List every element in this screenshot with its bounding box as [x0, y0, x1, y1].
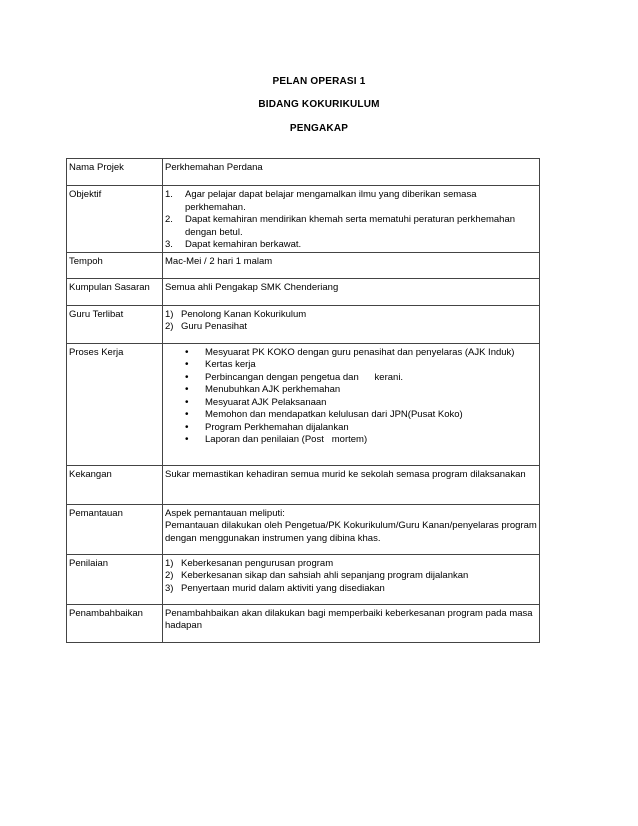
- table-row: [67, 252, 540, 278]
- list-number: 1): [165, 308, 174, 320]
- list-number: 2): [165, 570, 174, 581]
- row-label: Pemantauan: [67, 504, 163, 554]
- row-label: Proses Kerja: [67, 343, 163, 465]
- table-row: [67, 305, 540, 343]
- bullet-icon: •: [185, 421, 189, 433]
- row-value: Penambahbaikan akan dilakukan bagi memperbaiki keberkesanan program pada masa hadapan: [163, 604, 540, 642]
- list-number: 2): [165, 321, 174, 332]
- list-item: [165, 239, 537, 252]
- list-text: Program Perkhemahan dijalankan: [205, 421, 349, 433]
- operation-plan-table: [66, 158, 540, 643]
- row-label: Kekangan: [67, 465, 163, 504]
- list-number: 3): [165, 582, 174, 594]
- bullet-icon: •: [185, 371, 189, 383]
- list-text: Perbincangan dengan pengetua dan kerani.: [205, 371, 404, 383]
- row-label: Tempoh: [67, 252, 163, 278]
- list-text: Mesyuarat AJK Pelaksanaan: [205, 396, 327, 408]
- process-list: [165, 347, 537, 447]
- list-item: [185, 384, 537, 397]
- list-text: Keberkesanan pengurusan program: [181, 557, 334, 569]
- document-subtitle: BIDANG KOKURIKULUM: [258, 99, 380, 110]
- list-item: [185, 347, 537, 360]
- bullet-icon: •: [185, 409, 189, 420]
- document-title: PELAN OPERASI 1: [272, 76, 366, 87]
- objective-list: [165, 189, 537, 252]
- monitoring-cell: [163, 504, 540, 554]
- list-text: Dapat kemahiran mendirikan khemah serta mematuhi peraturan perkhemahan dengan betul.: [185, 214, 516, 238]
- list-item: [165, 583, 537, 596]
- list-text: Penyertaan murid dalam aktiviti yang disediakan: [181, 582, 385, 594]
- bullet-icon: •: [185, 359, 189, 370]
- process-list-cell: [163, 343, 540, 465]
- table-row: [67, 278, 540, 305]
- list-text: Penolong Kanan Kokurikulum: [181, 308, 307, 320]
- list-text: Memohon dan mendapatkan kelulusan dari JPN(Pusat Koko): [205, 409, 463, 420]
- list-text: Dapat kemahiran berkawat.: [185, 239, 302, 250]
- table-row: [67, 159, 540, 186]
- evaluation-list: [165, 558, 537, 596]
- list-item: [165, 189, 537, 214]
- list-number: 1): [165, 557, 174, 569]
- list-number: 3.: [165, 239, 173, 250]
- bullet-icon: •: [185, 346, 189, 358]
- list-item: [165, 214, 537, 239]
- row-value: Sukar memastikan kehadiran semua murid ke sekolah semasa program dilaksanakan: [163, 465, 540, 504]
- list-text: Guru Penasihat: [181, 321, 248, 332]
- list-text: Keberkesanan sikap dan sahsiah ahli sepanjang program dijalankan: [181, 570, 469, 581]
- table-row: [67, 604, 540, 642]
- row-label: Penilaian: [67, 554, 163, 604]
- list-text: Agar pelajar dapat belajar mengamalkan ilmu yang diberikan semasa perkhemahan.: [185, 189, 477, 213]
- list-text: Menubuhkan AJK perkhemahan: [205, 384, 341, 395]
- list-item: [185, 372, 537, 385]
- list-item: [165, 570, 537, 583]
- list-item: [165, 321, 537, 334]
- table-row: [67, 504, 540, 554]
- bullet-icon: •: [185, 396, 189, 408]
- objective-list-cell: [163, 186, 540, 253]
- evaluation-list-cell: [163, 554, 540, 604]
- teacher-list-cell: [163, 305, 540, 343]
- table-row: [67, 343, 540, 465]
- list-number: 1.: [165, 189, 173, 200]
- list-item: [185, 359, 537, 372]
- row-label: Kumpulan Sasaran: [67, 278, 163, 305]
- list-item: [185, 434, 537, 447]
- list-item: [185, 409, 537, 422]
- row-value: Mac-Mei / 2 hari 1 malam: [163, 252, 540, 278]
- teacher-list: [165, 309, 537, 334]
- list-text: Kertas kerja: [205, 359, 256, 370]
- list-item: [185, 397, 537, 410]
- row-label: Guru Terlibat: [67, 305, 163, 343]
- row-value: Semua ahli Pengakap SMK Chenderiang: [163, 278, 540, 305]
- bullet-icon: •: [185, 434, 189, 445]
- row-value: Perkhemahan Perdana: [163, 159, 540, 186]
- list-item: [185, 422, 537, 435]
- list-text: Laporan dan penilaian (Post mortem): [205, 434, 368, 445]
- monitoring-intro: Aspek pemantauan meliputi:: [165, 507, 285, 519]
- bullet-icon: •: [185, 384, 189, 395]
- document-unit: PENGAKAP: [289, 123, 349, 134]
- list-number: 2.: [165, 214, 173, 225]
- row-label: Penambahbaikan: [67, 604, 163, 642]
- list-item: [165, 558, 537, 571]
- table-row: [67, 465, 540, 504]
- table-row: [67, 554, 540, 604]
- monitoring-detail: Pemantauan dilakukan oleh Pengetua/PK Kokurikulum/Guru Kanan/penyelaras program dengan menggunakan instrumen yang dibina khas.: [165, 520, 537, 544]
- list-text: Mesyuarat PK KOKO dengan guru penasihat dan penyelaras (AJK Induk): [205, 346, 515, 358]
- list-item: [165, 309, 537, 322]
- row-label: Objektif: [67, 186, 163, 253]
- table-row: [67, 186, 540, 253]
- row-label: Nama Projek: [67, 159, 163, 186]
